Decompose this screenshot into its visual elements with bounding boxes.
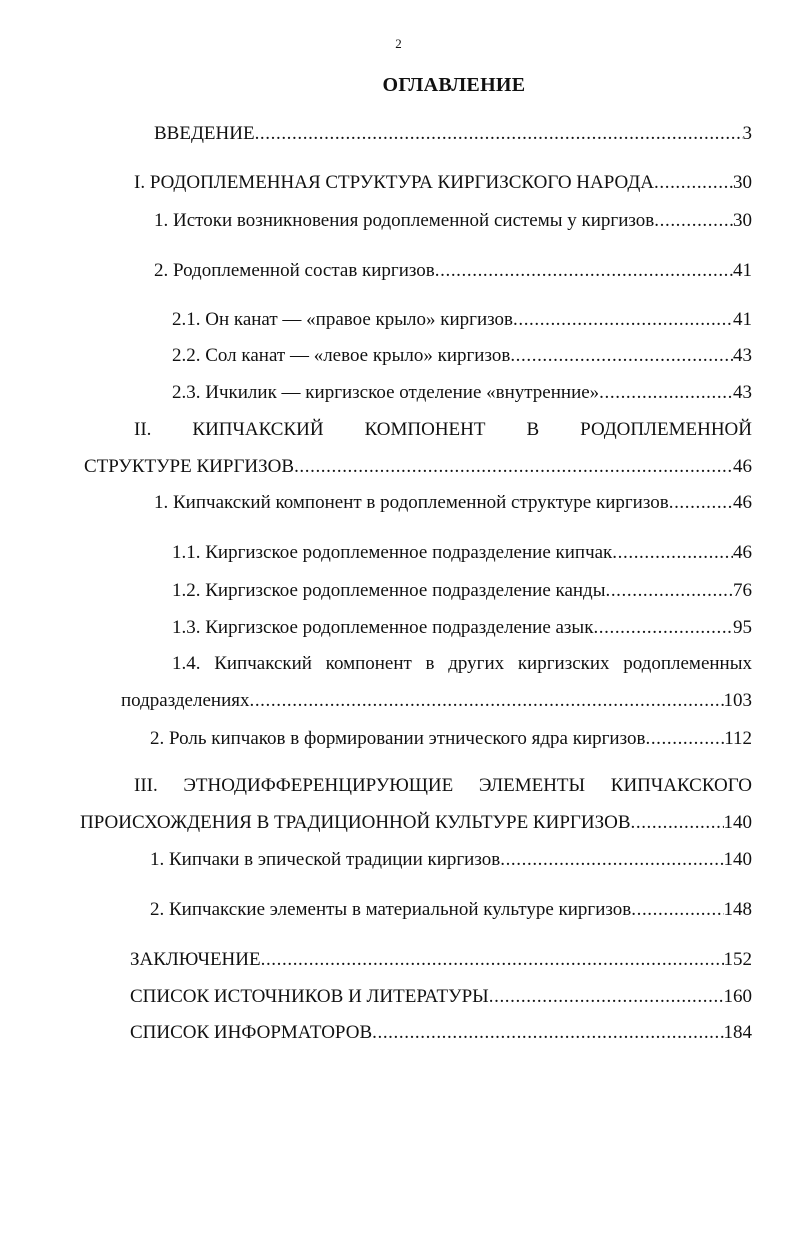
toc-label: 2.1. Он канат — «правое крыло» киргизов xyxy=(172,309,513,330)
toc-word: 1.4. xyxy=(172,653,201,674)
leader-dots xyxy=(510,344,733,368)
toc-word: II. xyxy=(134,419,152,440)
toc-entry-2-1-1[interactable] xyxy=(172,541,752,565)
toc-page: 112 xyxy=(724,728,752,749)
toc-word: компонент xyxy=(325,653,412,674)
toc-label: 2. Родоплеменной состав киргизов xyxy=(154,260,435,281)
leader-dots xyxy=(645,727,724,751)
toc-entry-intro[interactable] xyxy=(154,122,752,146)
leader-dots xyxy=(500,848,723,872)
leader-dots xyxy=(631,898,723,922)
leader-dots xyxy=(261,948,724,972)
toc-label: 1.1. Киргизское родоплеменное подразделение кипчак xyxy=(172,542,613,563)
toc-label: СПИСОК ИНФОРМАТОРОВ xyxy=(130,1022,373,1043)
leader-dots xyxy=(593,616,733,640)
toc-page: 30 xyxy=(733,172,752,193)
leader-dots xyxy=(255,122,743,146)
toc-label: 1.2. Киргизское родоплеменное подразделение канды xyxy=(172,580,606,601)
toc-page: 43 xyxy=(733,382,752,403)
toc-word: ЭЛЕМЕНТЫ xyxy=(478,775,586,796)
toc-word: ЭТНОДИФФЕРЕНЦИРУЮЩИЕ xyxy=(183,775,454,796)
leader-dots xyxy=(249,689,723,713)
toc-entry-chapter-1[interactable] xyxy=(134,171,752,195)
toc-label: 2. Роль кипчаков в формировании этнического ядра киргизов xyxy=(150,728,646,749)
toc-page: 43 xyxy=(733,345,752,366)
toc-label: 1. Кипчаки в эпической традиции киргизов xyxy=(150,849,501,870)
toc-label: ВВЕДЕНИЕ xyxy=(154,123,255,144)
toc-entry-3-1[interactable] xyxy=(150,848,752,872)
toc-page: 95 xyxy=(733,617,752,638)
toc-entry-chapter-2-heading[interactable] xyxy=(134,418,752,442)
toc-entry-2-1-4[interactable] xyxy=(121,689,752,713)
toc-page: 184 xyxy=(723,1022,752,1043)
toc-entry-2-1-3[interactable] xyxy=(172,616,752,640)
toc-entry-3-2[interactable] xyxy=(150,898,752,922)
toc-label: 2. Кипчакские элементы в материальной культуре киргизов xyxy=(150,899,632,920)
toc-word: Кипчакский xyxy=(214,653,312,674)
leader-dots xyxy=(612,541,733,565)
toc-entry-sources[interactable] xyxy=(130,985,752,1009)
toc-label: ЗАКЛЮЧЕНИЕ xyxy=(130,949,261,970)
toc-word: РОДОПЛЕМЕННОЙ xyxy=(580,419,752,440)
toc-label: подразделениях xyxy=(121,690,250,711)
toc-label: 1. Кипчакский компонент в родоплеменной структуре киргизов xyxy=(154,492,669,513)
toc-entry-conclusion[interactable] xyxy=(130,948,752,972)
toc-page: 41 xyxy=(733,260,752,281)
leader-dots xyxy=(605,579,733,603)
toc-label: 2.2. Сол канат — «левое крыло» киргизов xyxy=(172,345,511,366)
leader-dots xyxy=(669,491,733,515)
toc-word: В xyxy=(526,419,540,440)
toc-page: 3 xyxy=(742,123,752,144)
leader-dots xyxy=(489,985,724,1009)
toc-page: 46 xyxy=(733,542,752,563)
leader-dots xyxy=(654,209,733,233)
toc-word: КОМПОНЕНТ xyxy=(364,419,486,440)
toc-page: 140 xyxy=(723,849,752,870)
toc-page: 152 xyxy=(723,949,752,970)
toc-page: 148 xyxy=(723,899,752,920)
toc-entry-1-2-3[interactable] xyxy=(172,381,752,405)
leader-dots xyxy=(513,308,733,332)
toc-word: других xyxy=(448,653,505,674)
leader-dots xyxy=(654,171,733,195)
toc-entry-2-2[interactable] xyxy=(150,727,752,751)
leader-dots xyxy=(599,381,733,405)
toc-word: киргизских xyxy=(517,653,610,674)
toc-entry-informants[interactable] xyxy=(130,1021,752,1045)
toc-entry-chapter-2[interactable] xyxy=(84,455,752,479)
toc-entry-1-2-1[interactable] xyxy=(172,308,752,332)
toc-page: 140 xyxy=(723,812,752,833)
page-number: 2 xyxy=(395,36,402,51)
toc-label: СТРУКТУРЕ КИРГИЗОВ xyxy=(84,456,295,477)
toc-page: 46 xyxy=(733,492,752,513)
leader-dots xyxy=(294,455,733,479)
toc-entry-chapter-3-heading[interactable] xyxy=(134,774,752,798)
toc-entry-1-1[interactable] xyxy=(154,209,752,233)
toc-entry-chapter-3[interactable] xyxy=(80,811,752,835)
toc-word: в xyxy=(425,653,435,674)
toc-word: КИПЧАКСКОГО xyxy=(610,775,752,796)
leader-dots xyxy=(372,1021,723,1045)
toc-page: 46 xyxy=(733,456,752,477)
toc-word: КИПЧАКСКИЙ xyxy=(192,419,324,440)
leader-dots xyxy=(435,259,733,283)
toc-entry-2-1[interactable] xyxy=(154,491,752,515)
leader-dots xyxy=(631,811,724,835)
toc-entry-1-2-2[interactable] xyxy=(172,344,752,368)
toc-word: родоплеменных xyxy=(623,653,752,674)
toc-page: 160 xyxy=(723,986,752,1007)
toc-label: ПРОИСХОЖДЕНИЯ В ТРАДИЦИОННОЙ КУЛЬТУРЕ КИРГИЗОВ xyxy=(80,812,631,833)
toc-label: 1. Истоки возникновения родоплеменной системы у киргизов xyxy=(154,210,655,231)
toc-entry-2-1-4-heading[interactable] xyxy=(172,652,752,676)
toc-label: 1.3. Киргизское родоплеменное подразделение азык xyxy=(172,617,594,638)
toc-label: СПИСОК ИСТОЧНИКОВ И ЛИТЕРАТУРЫ xyxy=(130,986,489,1007)
toc-page: 76 xyxy=(733,580,752,601)
toc-word: III. xyxy=(134,775,158,796)
toc-entry-2-1-2[interactable] xyxy=(172,579,752,603)
toc-label: 2.3. Ичкилик — киргизское отделение «внутренние» xyxy=(172,382,600,403)
toc-entry-1-2[interactable] xyxy=(154,259,752,283)
toc-page: 103 xyxy=(723,690,752,711)
toc-page: 30 xyxy=(733,210,752,231)
page-title: ОГЛАВЛЕНИЕ xyxy=(382,74,526,96)
toc-page: 41 xyxy=(733,309,752,330)
toc-label: I. РОДОПЛЕМЕННАЯ СТРУКТУРА КИРГИЗСКОГО НАРОДА xyxy=(134,172,655,193)
